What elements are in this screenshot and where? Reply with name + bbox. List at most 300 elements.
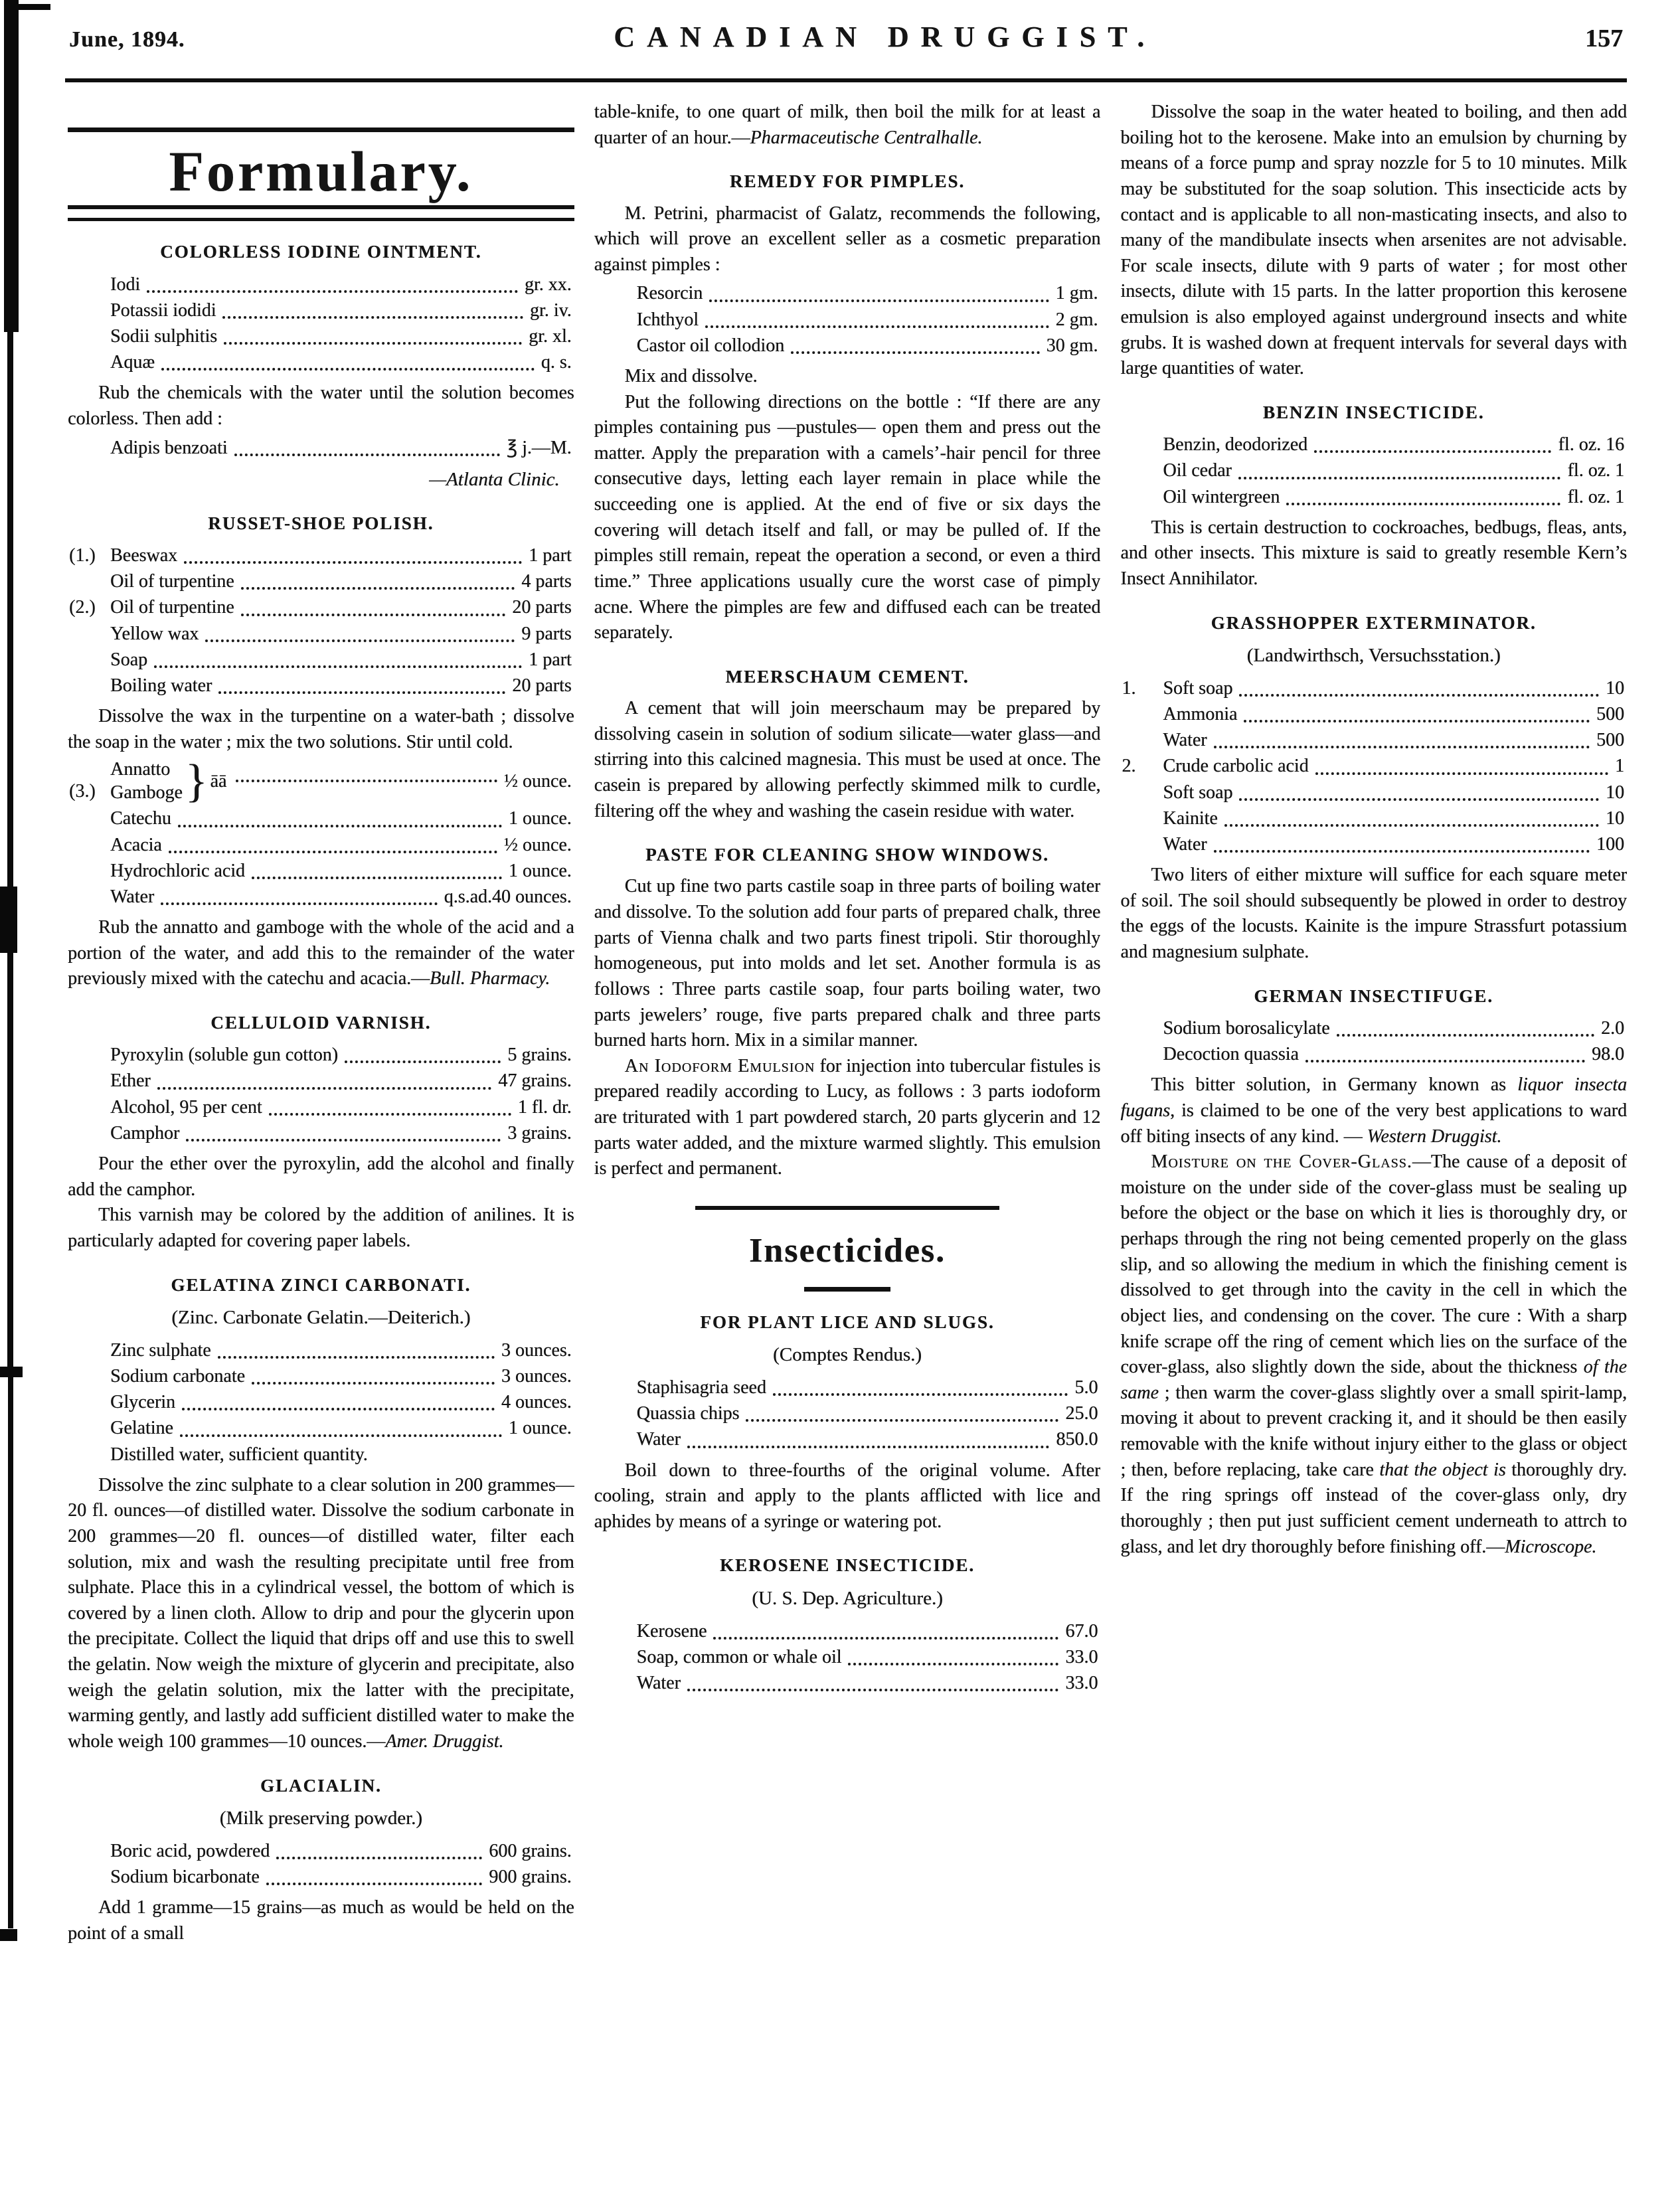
ingredient-row — [594, 333, 1101, 359]
text-run: Mix and dissolve. — [624, 365, 758, 386]
ingredient-name: Zinc sulphate — [110, 1339, 211, 1361]
dot-leader — [1286, 503, 1560, 505]
section-title: Insecticides. — [748, 1231, 946, 1270]
page-header — [69, 20, 1623, 54]
dot-leader — [1305, 1060, 1585, 1062]
dot-leader — [269, 1113, 511, 1116]
ingredient-row — [68, 1042, 574, 1068]
ingredient-number: 1. — [1122, 677, 1136, 699]
ingredient-row — [68, 1864, 574, 1890]
article-heading: GLACIALIN. — [260, 1775, 382, 1796]
ingredient-quantity: 1 gm. — [1055, 283, 1098, 304]
page-columns — [68, 100, 1627, 2179]
ingredient-name: Camphor — [110, 1122, 180, 1143]
ingredient-name: Ether — [110, 1070, 151, 1092]
ingredient-name: Water — [1163, 833, 1207, 855]
ingredient-quantity: 500 — [1596, 730, 1625, 751]
text-run: Rub the chemicals with the water until the solution becomes colorless. Then add : — [68, 382, 574, 429]
ingredient-row — [68, 884, 574, 910]
ingredient-name: Soft soap — [1163, 677, 1233, 699]
text-run: for injection into tubercular fistules is prepared readily according to Lucy, as follows : 3 parts iodoform are triturated with 1 part powdered starch, 20 parts glycerin and 12 parts water added, and the mixture warmed slightly. This emulsion is perfect and permanent. — [594, 1055, 1101, 1179]
ingredient-row — [1120, 675, 1627, 701]
ingredient-row — [1120, 753, 1627, 779]
ingredient-quantity: ½ ounce. — [503, 770, 572, 792]
ingredient-row — [1120, 1041, 1627, 1067]
ingredient-row — [68, 858, 574, 884]
ingredient-list — [68, 755, 574, 910]
ingredient-name: Acacia — [110, 834, 162, 855]
paragraph — [594, 100, 1101, 151]
section-rule-short — [804, 1287, 890, 1292]
paragraph — [594, 390, 1101, 646]
ingredient-quantity: 33.0 — [1065, 1646, 1098, 1667]
ingredient-list — [1120, 675, 1627, 857]
ingredient-row — [68, 1068, 574, 1094]
ingredient-row — [68, 568, 574, 594]
binding-mark — [0, 1929, 17, 1941]
ingredient-row — [594, 1400, 1101, 1426]
masthead-title: CANADIAN DRUGGIST. — [614, 21, 1157, 53]
paragraph — [68, 380, 574, 432]
text-run: This is certain destruction to cockroaches, bedbugs, fleas, ants, and other insects. This mixture is said to greatly resemble Kern’s Insect Annihilator. — [1120, 517, 1628, 589]
ingredient-row — [1120, 432, 1627, 458]
ingredient-name: Distilled water, sufficient quantity. — [110, 1444, 368, 1465]
ingredient-name: Soap, common or whale oil — [636, 1646, 842, 1667]
binding-mark — [7, 325, 13, 930]
dot-leader — [147, 290, 518, 293]
ingredient-name: Sodium borosalicylate — [1163, 1017, 1330, 1039]
paragraph — [68, 915, 574, 992]
article-subtitle: (Milk preserving powder.) — [219, 1807, 422, 1829]
ingredient-name: Gamboge — [110, 782, 183, 803]
ingredient-row — [68, 647, 574, 673]
ingredient-name: Aquæ — [110, 352, 155, 373]
italic-text: of the same — [1120, 1357, 1628, 1403]
dot-leader — [1224, 824, 1599, 827]
dot-leader — [746, 1419, 1058, 1422]
binding-mark — [0, 1367, 23, 1377]
ingredient-quantity: 33.0 — [1065, 1673, 1098, 1694]
smallcaps-lead: An Iodoform Emulsion — [624, 1055, 815, 1076]
ingredient-name: Kerosene — [636, 1620, 707, 1642]
dot-leader — [234, 454, 500, 456]
italic-text: Bull. Pharmacy. — [430, 968, 550, 989]
dot-leader — [205, 639, 515, 642]
ingredient-row — [68, 323, 574, 349]
paragraph — [594, 874, 1101, 1053]
ingredient-name: Gelatine — [110, 1418, 173, 1439]
ingredient-quantity: 10 — [1606, 677, 1625, 699]
ingredient-name: Water — [636, 1429, 681, 1450]
paragraph — [1120, 100, 1627, 382]
text-run: This bitter solution, in Germany known as — [1151, 1074, 1518, 1096]
ingredient-quantity: 1 ounce. — [508, 860, 572, 881]
ingredient-quantity: 3 ounces. — [501, 1339, 572, 1361]
ingredient-quantity: 3 grains. — [507, 1122, 572, 1143]
ingredient-row — [594, 1670, 1101, 1696]
italic-text: Western Druggist. — [1367, 1126, 1502, 1147]
text-run: Cut up fine two parts castile soap in three parts of boiling water and dissolve. To the solution add four parts of prepared chalk, three parts of Vienna chalk and two parts finest tripoli. Stir thoroughly homogeneous, put into molds and let set. Another formula is as follows : Three parts castile soap, four parts boiling water, two parts jewelers’ rouge, five parts prepared chalk and three parts burned harts horn. Mix in a similar manner. — [594, 876, 1101, 1051]
ingredient-list — [68, 1337, 574, 1468]
ingredient-name: Potassii iodidi — [110, 299, 216, 321]
article-subtitle: (U. S. Dep. Agriculture.) — [752, 1587, 943, 1609]
ingredient-name: Water — [636, 1673, 681, 1694]
article-heading: BENZIN INSECTICIDE. — [1262, 402, 1485, 422]
article-subtitle: (Landwirthsch, Versuchsstation.) — [1246, 644, 1501, 666]
ingredient-quantity: q. s. — [541, 352, 572, 373]
dot-leader — [345, 1060, 501, 1063]
paragraph — [594, 696, 1101, 824]
ingredient-row — [1120, 805, 1627, 831]
dot-leader — [184, 561, 522, 564]
ingredient-row — [68, 1415, 574, 1441]
ingredient-name: Oil cedar — [1163, 460, 1232, 481]
text-run: ; then warm the cover-glass slightly over a small spirit-lamp, moving it about to prevent cracking it, and it should be then easily removable with the knife without injury either to the glass or object ; then, before replacing, take care — [1120, 1382, 1628, 1480]
ingredient-name-group — [110, 758, 183, 804]
dot-leader — [169, 851, 497, 853]
ingredient-quantity: 600 grains. — [489, 1840, 572, 1861]
article-subtitle: (Zinc. Carbonate Gelatin.—Deiterich.) — [171, 1306, 471, 1328]
binding-mark — [4, 0, 19, 332]
text-run: A cement that will join meerschaum may be prepared by dissolving casein in solution of sodium silicate—water glass—and stirring into this calcined magnesia. This must be used at once. The casein is prepared by allowing perfectly skimmed milk to curdle, filtering off the whey and washing the casein residue with water. — [594, 698, 1101, 821]
ingredient-row — [594, 1426, 1101, 1452]
dot-leader — [1337, 1034, 1594, 1037]
ingredient-row — [68, 272, 574, 297]
article-subtitle: (Comptes Rendus.) — [773, 1343, 922, 1365]
dot-leader — [1238, 477, 1561, 479]
article-heading: PASTE FOR CLEANING SHOW WINDOWS. — [645, 845, 1049, 865]
ingredient-name: Glycerin — [110, 1392, 175, 1413]
paragraph — [1120, 1072, 1627, 1149]
ingredient-row — [1120, 727, 1627, 753]
formulary-section-header — [68, 127, 574, 221]
ingredient-row — [1120, 1015, 1627, 1041]
ingredient-row — [594, 1644, 1101, 1670]
text-run: Dissolve the zinc sulphate to a clear solution in 200 grammes—20 fl. ounces—of distilled water. Dissolve the sodium carbonate in 200 grammes—20 fl. ounces—of distilled water, filter each solution, mix and wash the resulting precipitate until free from sulphate. Place this in a cylindrical vessel, the bottom of which is covered by a linen cloth. Allow to drip and pour the glycerin upon the precipitate. Collect the liquid that drips off and use this to swell the gelatin. Now weigh the mixture of glycerin and precipitate, also weigh the gelatin solution, mix the latter with the precipitate, warming gently, and lastly add sufficient distilled water to make the whole weigh 100 grammes—10 ounces.— — [68, 1474, 574, 1752]
dot-leader — [1239, 694, 1599, 697]
dot-leader — [1214, 746, 1590, 748]
ingredient-row — [68, 594, 574, 620]
section-rule — [695, 1206, 999, 1210]
dot-leader — [180, 1434, 502, 1437]
ingredient-quantity: 25.0 — [1065, 1403, 1098, 1424]
dot-leader — [276, 1857, 482, 1859]
dot-leader — [241, 614, 506, 616]
article-heading: COLORLESS IODINE OINTMENT. — [160, 242, 482, 262]
ingredient-name: Castor oil collodion — [636, 335, 785, 356]
ingredient-name: Oil of turpentine — [110, 597, 234, 618]
paragraph — [594, 201, 1101, 278]
ingredient-list — [68, 543, 574, 699]
ingredient-quantity: 98.0 — [1592, 1044, 1625, 1065]
ingredient-name: Water — [110, 886, 155, 907]
ingredient-list — [68, 1042, 574, 1146]
ingredient-row — [68, 349, 574, 375]
issue-date: June, 1894. — [69, 27, 185, 52]
ingredient-name: Annatto — [110, 759, 171, 780]
text-column-2 — [594, 100, 1101, 2179]
article-heading: MEERSCHAUM CEMENT. — [725, 666, 969, 687]
ingredient-name: Sodium bicarbonate — [110, 1867, 260, 1888]
dot-leader — [848, 1663, 1058, 1665]
ingredient-quantity: ½ ounce. — [503, 834, 572, 855]
ingredient-quantity: 1 ounce. — [508, 808, 572, 829]
ingredient-quantity: 47 grains. — [498, 1070, 572, 1092]
ana-symbol: āā — [210, 770, 227, 792]
ingredient-quantity: gr. iv. — [529, 299, 572, 321]
ingredient-quantity: 1 — [1615, 756, 1625, 777]
section-title: Formulary. — [169, 139, 473, 203]
text-run: table-knife, to one quart of milk, then boil the milk for at least a quarter of an hour.— — [594, 102, 1101, 148]
ingredient-quantity: 30 gm. — [1046, 335, 1098, 356]
ingredient-name: Beeswax — [110, 545, 178, 566]
ingredient-quantity: 4 ounces. — [501, 1392, 572, 1413]
ingredient-name: Pyroxylin (soluble gun cotton) — [110, 1045, 338, 1066]
article-heading: FOR PLANT LICE AND SLUGS. — [700, 1311, 995, 1332]
ingredient-row — [1120, 458, 1627, 483]
text-run: M. Petrini, pharmacist of Galatz, recommends the following, which will prove an excellent seller as a cosmetic preparation against pimples : — [594, 203, 1101, 275]
ingredient-quantity: 2.0 — [1601, 1017, 1625, 1039]
ingredient-name: Soft soap — [1163, 782, 1233, 803]
ingredient-row — [68, 1442, 574, 1468]
ingredient-quantity: fl. oz. 1 — [1567, 460, 1625, 481]
ingredient-list — [68, 435, 574, 461]
ingredient-name: Staphisagria seed — [636, 1377, 766, 1398]
dot-leader — [709, 299, 1049, 302]
ingredient-number: 2. — [1122, 756, 1136, 777]
dot-leader — [218, 1356, 495, 1359]
ingredient-row — [68, 755, 574, 807]
text-run: Add 1 gramme—15 grains—as much as would be held on the point of a small — [68, 1897, 574, 1944]
dot-leader — [252, 1382, 495, 1385]
text-column-3 — [1120, 100, 1627, 2179]
ingredient-row — [68, 1120, 574, 1146]
ingredient-row — [1120, 780, 1627, 805]
ingredient-row — [68, 832, 574, 858]
ingredient-quantity: 5.0 — [1074, 1377, 1098, 1398]
ingredient-quantity: 10 — [1606, 782, 1625, 803]
paragraph — [68, 1473, 574, 1755]
ingredient-name: Decoction quassia — [1163, 1044, 1299, 1065]
italic-text: liquor insecta fugans — [1120, 1074, 1628, 1121]
ingredient-quantity: 20 parts — [512, 597, 572, 618]
dot-leader — [252, 877, 502, 879]
attribution-line — [68, 466, 574, 493]
paragraph — [1120, 863, 1627, 966]
ingredient-name: Quassia chips — [636, 1403, 740, 1424]
heading-rule — [68, 127, 574, 132]
paragraph — [68, 1895, 574, 1946]
ingredient-quantity: fl. oz. 1 — [1567, 486, 1625, 507]
dot-leader — [161, 902, 437, 905]
ingredient-name: Benzin, deodorized — [1163, 434, 1308, 456]
ingredient-quantity: 20 parts — [512, 675, 572, 696]
paragraph — [594, 1458, 1101, 1535]
italic-text: Microscope. — [1505, 1536, 1597, 1557]
text-column-1 — [68, 100, 574, 2179]
ingredient-list — [1120, 1015, 1627, 1067]
ingredient-name: Yellow wax — [110, 623, 199, 644]
text-run: —The cause of a deposit of moisture on the under side of the cover-glass must be sealing up before the object or the base on which it lies is thoroughly dry, or perhaps through the ring not being cemented properly on the glass slip, and so allowing the medium in which the finishing cement is dissolved to get through into the cavity in the cell in which the object lies, and condensing on the cover. The cure : With a sharp knife scrape off the ring of cement which lies on the surface of the cover-glass, also slightly down the side, about the thickness — [1120, 1151, 1628, 1378]
dot-leader — [266, 1883, 483, 1885]
dot-leader — [161, 368, 535, 371]
dot-leader — [1239, 798, 1599, 801]
section-header-insecticides — [594, 1206, 1101, 1292]
ingredient-name: Oil of turpentine — [110, 571, 234, 592]
text-run: Boil down to three-fourths of the original volume. After cooling, strain and apply to the plants afflicted with lice and aphides by means of a syringe or watering pot. — [594, 1460, 1101, 1532]
ingredient-row — [68, 621, 574, 647]
ingredient-list — [68, 272, 574, 376]
dot-leader — [186, 1139, 501, 1141]
dot-leader — [1315, 772, 1608, 775]
dot-leader — [713, 1637, 1058, 1640]
smallcaps-lead: Moisture on the Cover-Glass. — [1151, 1151, 1412, 1173]
ingredient-row — [68, 1389, 574, 1415]
ingredient-row — [1120, 831, 1627, 857]
binding-mark — [7, 950, 13, 1375]
dot-leader — [1244, 720, 1590, 722]
ingredient-row — [68, 435, 574, 461]
paragraph — [68, 704, 574, 755]
binding-mark — [0, 887, 17, 953]
article-heading: GELATINA ZINCI CARBONATI. — [171, 1274, 471, 1295]
binding-mark — [19, 4, 50, 10]
dot-leader — [791, 351, 1039, 354]
page-number: 157 — [1585, 25, 1623, 52]
paragraph — [594, 1054, 1101, 1182]
ingredient-list — [594, 280, 1101, 359]
italic-text: Pharmaceutische Centralhalle. — [750, 127, 983, 148]
dot-leader — [687, 1689, 1059, 1691]
ingredient-row — [1120, 701, 1627, 727]
text-run: Rub the annatto and gamboge with the whole of the acid and a portion of the water, and add this to the remainder of the water previously mixed with the catechu and acacia.— — [68, 917, 574, 989]
ingredient-row — [594, 280, 1101, 306]
dot-leader — [687, 1446, 1050, 1448]
ingredient-name: Hydrochloric acid — [110, 860, 245, 881]
ingredient-row — [594, 1618, 1101, 1644]
ingredient-name: Resorcin — [636, 283, 703, 304]
ingredient-row — [68, 1363, 574, 1389]
article-heading: CELLULOID VARNISH. — [210, 1013, 432, 1033]
ingredient-name: Iodi — [110, 274, 141, 295]
brace-glyph: } — [185, 755, 208, 807]
text-run: Dissolve the wax in the turpentine on a water-bath ; dissolve the soap in the water ; mix the two solutions. Stir until cold. — [68, 706, 574, 752]
ingredient-list — [594, 1375, 1101, 1453]
ingredient-row — [594, 1375, 1101, 1400]
ingredient-name: Adipis benzoati — [110, 437, 228, 458]
paragraph — [594, 364, 1101, 390]
ingredient-quantity: gr. xx. — [524, 274, 572, 295]
ingredient-name: Boiling water — [110, 675, 212, 696]
ingredient-name: Oil wintergreen — [1163, 486, 1280, 507]
ingredient-row — [68, 1838, 574, 1864]
dot-leader — [705, 325, 1049, 328]
header-rule — [65, 78, 1627, 82]
text-run: Dissolve the soap in the water heated to boiling, and then add boiling hot to the kerosene. Make into an emulsion by churning by means of a force pump and spray nozzle for 5 to 10 minutes. Milk may be substituted for the soap solution. This insecticide acts by contact and is applicable to all non-masticating insects, and also to many of the mandibulate insects when arsenites are not advisable. For scale insects, dilute with 9 parts of water ; for most other insects, dilute with 15 parts. In the latter proportion this kerosene emulsion is also employed against underground insects and white grubs. It is washed down at frequent intervals for several days with large quantities of water. — [1120, 102, 1628, 379]
ingredient-name: Ichthyol — [636, 309, 699, 330]
dot-leader — [236, 780, 497, 782]
binding-mark — [8, 1377, 13, 1928]
article-heading: GRASSHOPPER EXTERMINATOR. — [1211, 612, 1537, 633]
ingredient-row — [68, 297, 574, 323]
italic-text: that the object is — [1379, 1459, 1506, 1480]
dot-leader — [224, 342, 522, 345]
heading-double-rule — [68, 205, 574, 221]
ingredient-name: Kainite — [1163, 807, 1218, 829]
ingredient-name: Alcohol, 95 per cent — [110, 1096, 262, 1118]
ingredient-name: Sodium carbonate — [110, 1365, 245, 1387]
ingredient-quantity: 1 ounce. — [508, 1418, 572, 1439]
ingredient-name: Ammonia — [1163, 704, 1238, 725]
ingredient-number: (3.) — [69, 781, 96, 802]
italic-text: Amer. Druggist. — [385, 1731, 504, 1752]
dot-leader — [182, 1408, 495, 1410]
text-run: , is claimed to be one of the very best applications to ward off biting insects of any kind. — — [1120, 1100, 1628, 1147]
ingredient-list — [1120, 432, 1627, 510]
ingredient-quantity: 100 — [1596, 833, 1625, 855]
ingredient-quantity: 1 fl. dr. — [517, 1096, 572, 1118]
ingredient-name: Sodii sulphitis — [110, 325, 218, 347]
ingredient-list — [594, 1618, 1101, 1697]
ingredient-row — [68, 673, 574, 699]
ingredient-quantity: 9 parts — [521, 623, 572, 644]
ingredient-quantity: 10 — [1606, 807, 1625, 829]
ingredient-name: Crude carbolic acid — [1163, 756, 1309, 777]
ingredient-quantity: 1 part — [529, 545, 572, 566]
ingredient-quantity: q.s.ad.40 ounces. — [444, 886, 572, 907]
ingredient-quantity: 4 parts — [521, 571, 572, 592]
ingredient-row — [1120, 484, 1627, 510]
dot-leader — [773, 1393, 1068, 1396]
ingredient-quantity: gr. xl. — [529, 325, 572, 347]
dot-leader — [157, 1087, 492, 1090]
text-run: This varnish may be colored by the addition of anilines. It is particularly adapted for covering paper labels. — [68, 1205, 574, 1251]
ingredient-name: Boric acid, powdered — [110, 1840, 270, 1861]
ingredient-quantity: 2 gm. — [1055, 309, 1098, 330]
ingredient-list — [68, 1838, 574, 1890]
paragraph — [1120, 1149, 1627, 1560]
ingredient-row — [68, 1337, 574, 1363]
ingredient-quantity: fl. oz. 16 — [1558, 434, 1625, 456]
ingredient-number: (2.) — [69, 597, 96, 618]
text-run: Pour the ether over the pyroxylin, add the alcohol and finally add the camphor. — [68, 1153, 574, 1200]
ingredient-name: Catechu — [110, 808, 171, 829]
ingredient-number: (1.) — [69, 545, 96, 566]
ingredient-name: Soap — [110, 649, 147, 670]
dot-leader — [241, 587, 515, 590]
ingredient-quantity: 500 — [1596, 704, 1625, 725]
ingredient-quantity: ℥ j.—M. — [506, 437, 572, 458]
ingredient-row — [594, 307, 1101, 333]
text-run: thoroughly dry. If the ring springs off instead of the cover-glass only, dry thoroughly ; then put just sufficient cement underneath to attrch to glass, and let dry thoroughly before finishing off.— — [1120, 1459, 1628, 1557]
ingredient-quantity: 3 ounces. — [501, 1365, 572, 1387]
dot-leader — [154, 665, 522, 668]
ingredient-quantity: 1 part — [529, 649, 572, 670]
ingredient-quantity: 5 grains. — [507, 1045, 572, 1066]
ingredient-quantity: 900 grains. — [489, 1867, 572, 1888]
article-heading: KEROSENE INSECTICIDE. — [719, 1555, 975, 1576]
article-heading: REMEDY FOR PIMPLES. — [729, 171, 966, 192]
italic-text: —Atlanta Clinic. — [429, 468, 560, 490]
ingredient-name: Water — [1163, 730, 1207, 751]
text-run: Two liters of either mixture will suffice for each square meter of soil. The soil should subsequently be plowed in order to destroy the eggs of the locusts. Kainite is the impure Strassfurt potassium and magnesium sulphate. — [1120, 865, 1628, 963]
dot-leader — [1314, 450, 1551, 453]
article-heading: RUSSET-SHOE POLISH. — [208, 513, 434, 533]
ingredient-row — [68, 1094, 574, 1120]
dot-leader — [1214, 850, 1590, 853]
ingredient-quantity: 67.0 — [1065, 1620, 1098, 1642]
dot-leader — [218, 691, 505, 694]
